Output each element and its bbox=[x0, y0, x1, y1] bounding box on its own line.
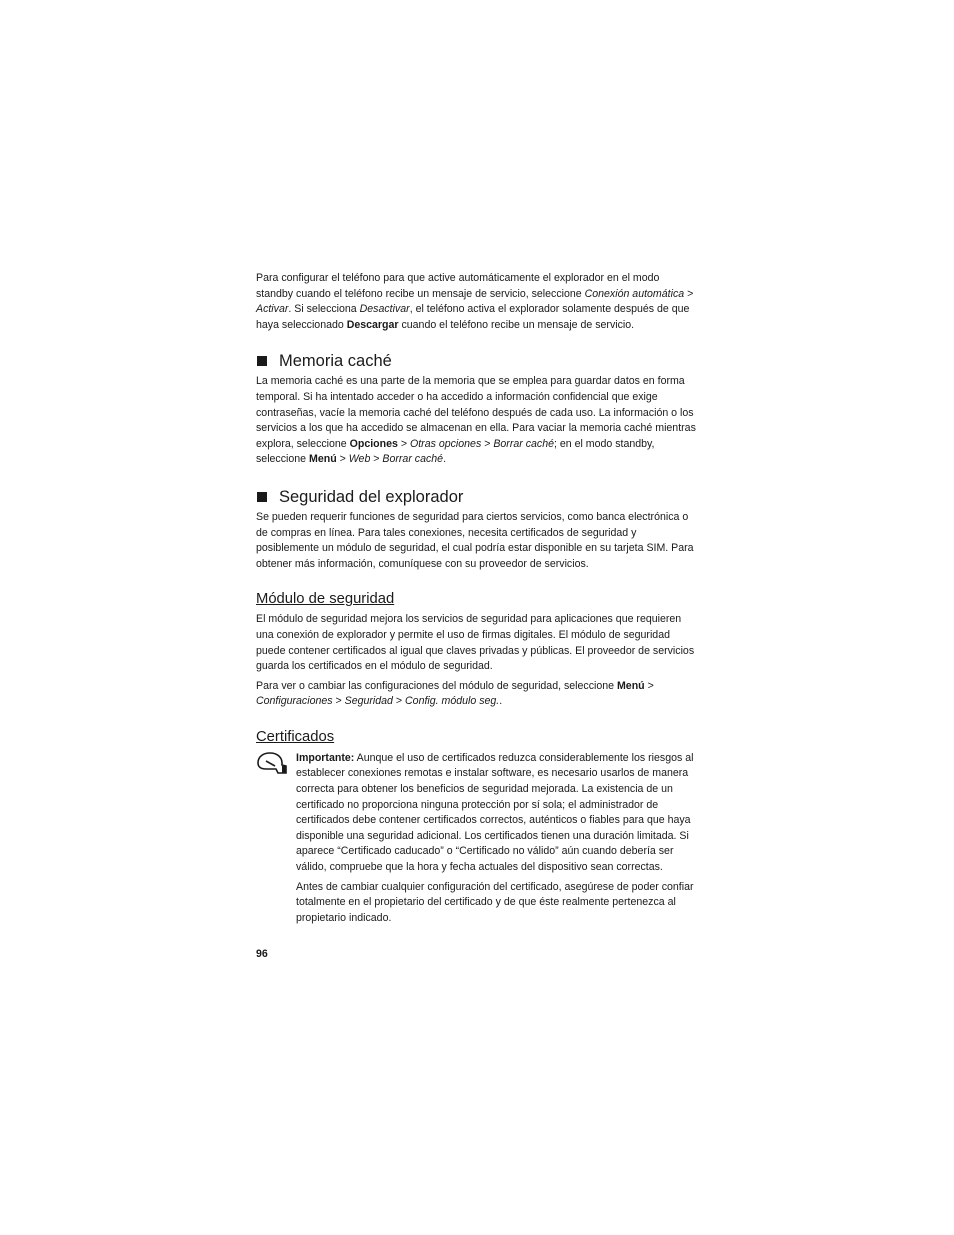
module-paragraph-2: Para ver o cambiar las configuraciones del módulo de seguridad, seleccione Menú > Configuraciones > Seguridad > Config. módulo seg.. bbox=[256, 679, 654, 708]
square-bullet-icon bbox=[257, 356, 267, 366]
security-paragraph: Se pueden requerir funciones de seguridad para ciertos servicios, como banca electrónica o de compras en línea. Para tales conexiones, necesita certificados de seguridad y posiblemente un módulo de seguridad, el cual podría estar disponible en su tarjeta SIM. Para obtener más información, comuníquese con su proveedor de servicios. bbox=[256, 510, 694, 570]
important-note bbox=[256, 751, 698, 927]
square-bullet-icon bbox=[257, 492, 267, 502]
section-heading-cache: Memoria caché bbox=[256, 351, 698, 371]
cache-paragraph: La memoria caché es una parte de la memoria que se emplea para guardar datos en forma temporal. Si ha intentado acceder o ha accedido a información confidencial que exige contraseñas, vacíe la memoria caché del teléfono después de cada uso. La información o los servicios a los que ha accedido se almacenan en ella. Para vaciar la memoria caché mientras explora, seleccione Opciones > Otras opciones > Borrar caché; en el modo standby, seleccione Menú > Web > Borrar caché. bbox=[256, 375, 696, 466]
manual-page bbox=[256, 271, 698, 926]
intro-paragraph: Para configurar el teléfono para que active automáticamente el explorador en el modo standby cuando el teléfono recibe un mensaje de servicio, seleccione Conexión automática > Activar. Si selecciona Desactivar, el teléfono activa el explorador solamente después de que haya seleccionado Descargar cuando el teléfono recibe un mensaje de servicio. bbox=[256, 272, 694, 331]
subheading-module: Módulo de seguridad bbox=[256, 591, 395, 608]
subheading-certificates: Certificados bbox=[256, 728, 335, 745]
important-paragraph: Importante: Aunque el uso de certificados reduzca considerablemente los riesgos al establecer conexiones remotas e instalar software, es necesario usarlos de manera correcta para obtener los beneficios de seguridad mejorada. La existencia de un certificado no proporciona ninguna protección por sí sola; el administrador de certificados debe contener certificados correctos, auténticos o fiables para que haya disponible una seguridad adicional. Los certificados tienen una duración limitada. Si aparece “Certificado caducado” o “Certificado no válido” aún cuando debería ser válido, compruebe que la hora y fecha actuales del dispositivo sean correctas. bbox=[296, 751, 694, 874]
certificates-paragraph-2: Antes de cambiar cualquier configuración del certificado, asegúrese de poder confiar totalmente en el propietario del certificado y de que éste realmente pertenezca al propietario indicado. bbox=[296, 880, 694, 924]
section-heading-security: Seguridad del explorador bbox=[256, 487, 698, 507]
module-paragraph-1: El módulo de seguridad mejora los servicios de seguridad para aplicaciones que requieren una conexión de explorador y permite el uso de firmas digitales. El módulo de seguridad puede contener certificados al igual que claves privadas y públicas. El proveedor de servicios guarda los certificados en el módulo de seguridad. bbox=[256, 613, 695, 673]
important-hand-icon bbox=[256, 751, 296, 775]
page-number: 96 bbox=[256, 948, 268, 960]
